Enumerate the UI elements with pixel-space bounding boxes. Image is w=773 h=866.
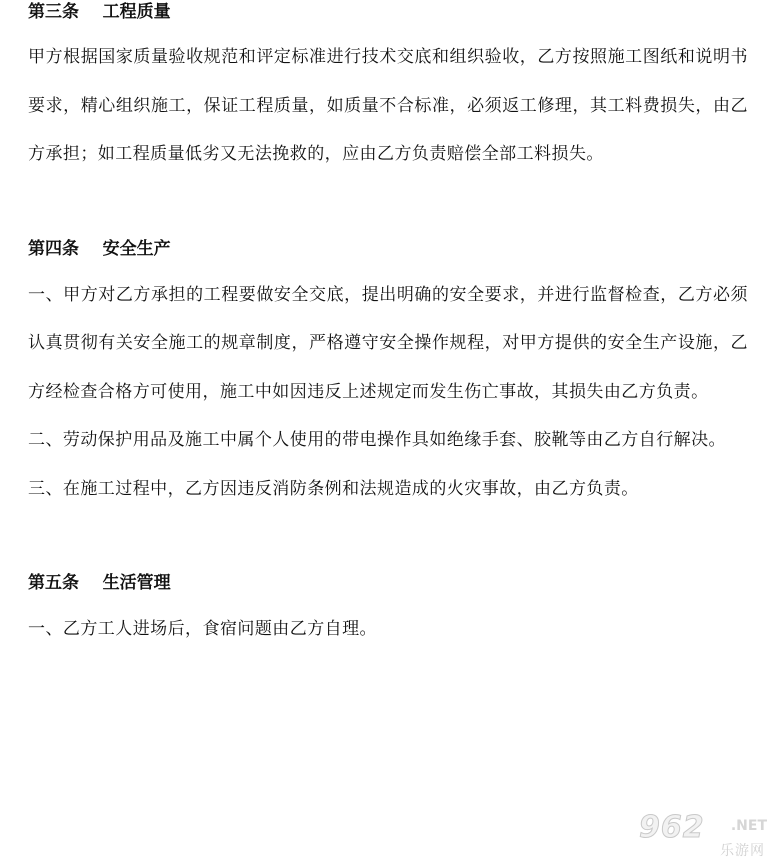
section-title-article-3: 第三条 工程质量 bbox=[28, 2, 171, 22]
document-body bbox=[28, 0, 748, 654]
section-title-article-4: 第四条 安全生产 bbox=[28, 238, 171, 259]
watermark-logo-suffix: .NET bbox=[730, 818, 767, 834]
site-watermark bbox=[635, 812, 767, 862]
watermark-logo-number: 962 bbox=[639, 810, 705, 845]
watermark-site-name: 乐游网 bbox=[720, 843, 765, 859]
section-title-article-5: 第五条 生活管理 bbox=[28, 573, 171, 593]
article-4-paragraph-1: 一、甲方对乙方承担的工程要做安全交底，提出明确的安全要求，并进行监督检查，乙方必须认真贯彻有关安全施工的规章制度，严格遵守安全操作规程，对甲方提供的安全生产设施，乙方经检查合格方可使用，施工中如因违反上述规定而发生伤亡事故，其损失由乙方负责。 bbox=[28, 284, 748, 402]
article-3-paragraph-1: 甲方根据国家质量验收规范和评定标准进行技术交底和组织验收，乙方按照施工图纸和说明书要求，精心组织施工，保证工程质量，如质量不合标准，必须返工修理，其工料费损失，由乙方承担；如工程质量低劣又无法挽救的，应由乙方负责赔偿全部工料损失。 bbox=[28, 47, 748, 164]
article-4-paragraph-2: 二、劳动保护用品及施工中属个人使用的带电操作具如绝缘手套、胶靴等由乙方自行解决。 bbox=[28, 430, 726, 450]
article-4-paragraph-3: 三、在施工过程中，乙方因违反消防条例和法规造成的火灾事故，由乙方负责。 bbox=[28, 478, 639, 499]
article-5-paragraph-1: 一、乙方工人进场后，食宿问题由乙方自理。 bbox=[28, 619, 377, 639]
